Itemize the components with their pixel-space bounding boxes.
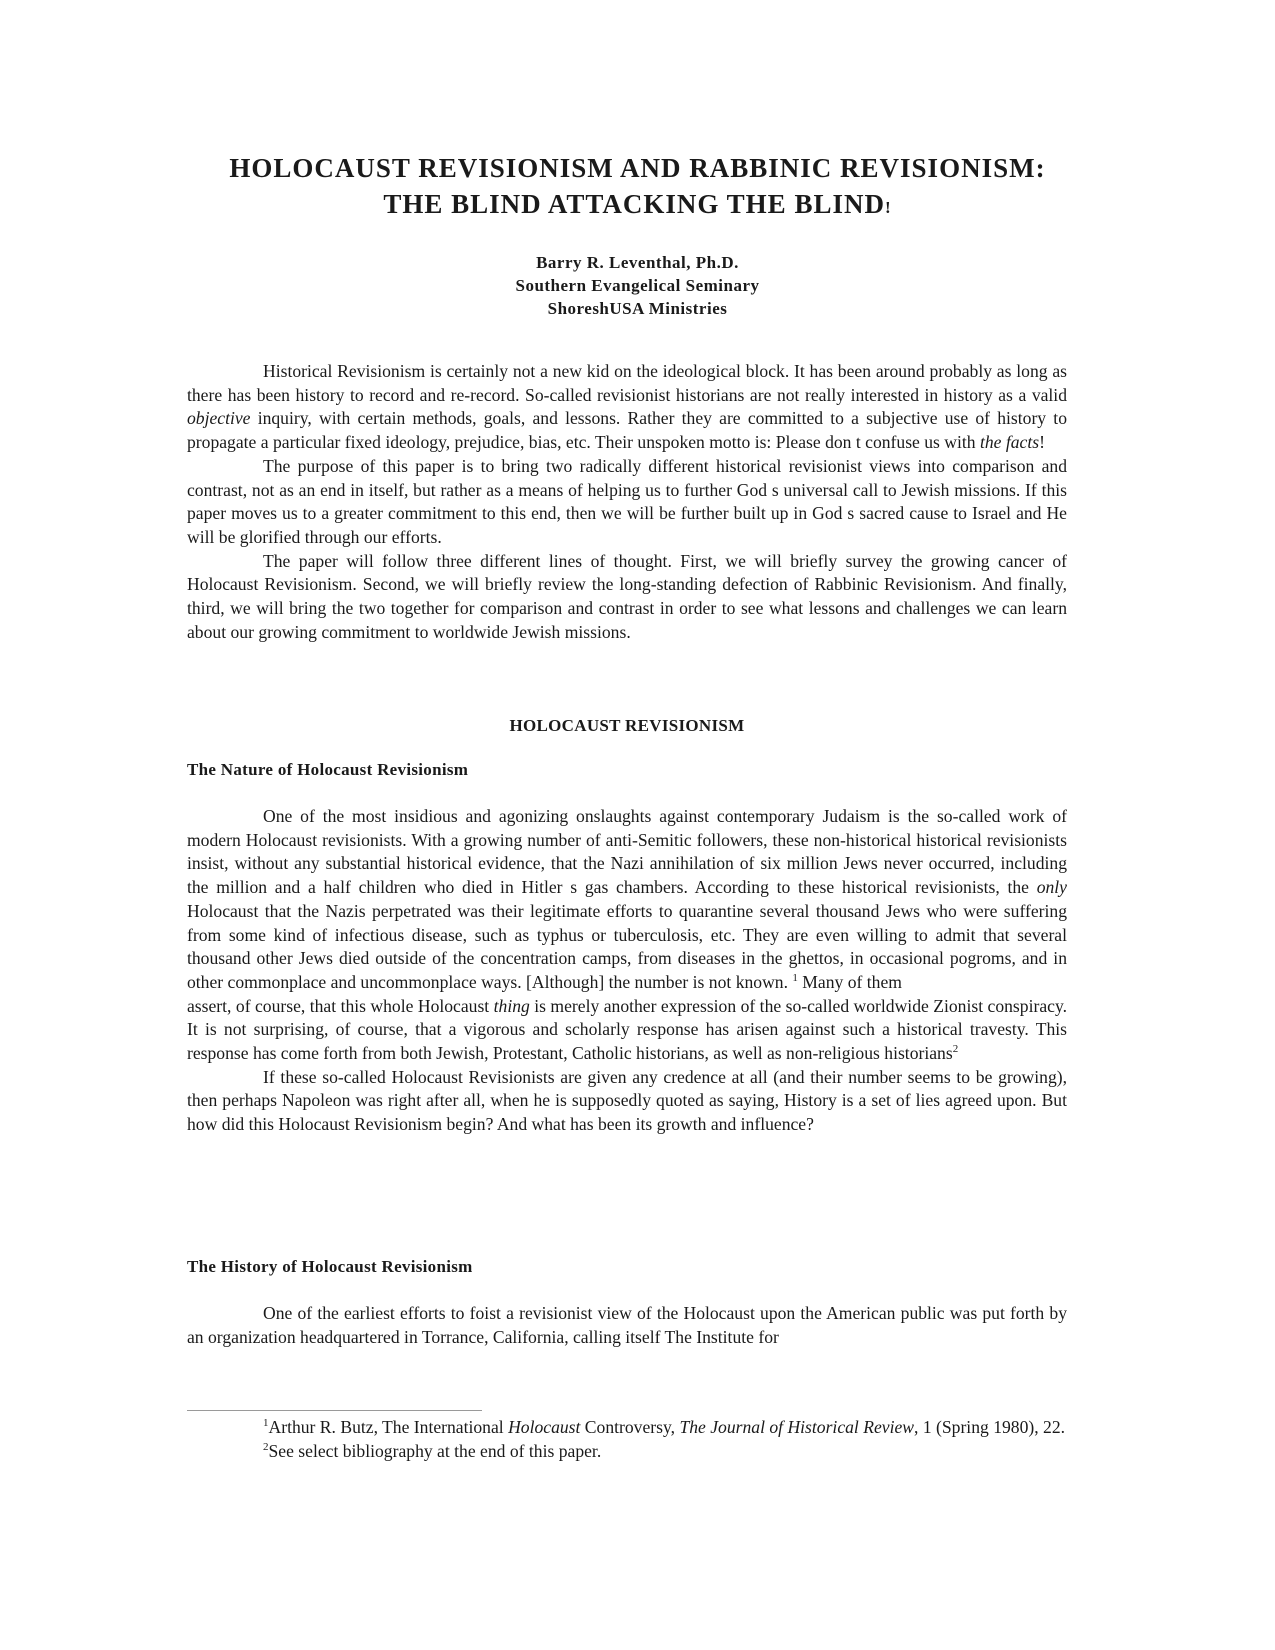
subsection-heading-nature: The Nature of Holocaust Revisionism	[187, 760, 469, 779]
title-text: THE BLIND ATTACKING THE BLIND	[383, 189, 885, 219]
footnotes	[187, 1416, 1067, 1463]
section-heading: HOLOCAUST REVISIONISM	[509, 716, 745, 735]
text-run: !	[1039, 432, 1045, 453]
author-affiliation-2: ShoreshUSA Ministries	[547, 299, 728, 318]
text-run: Holocaust that the Nazis perpetrated was their legitimate efforts to quarantine several thousand Jews who were suffering from some kind of infectious disease, such as typhus or tuberculosis, etc. They are even willing to admit that several thousand other Jews died outside of the concentration camps, from diseases in the ghettos, in occasional pogroms, and in other commonplace and uncommonplace ways. [Although] the number is not known.	[187, 900, 1067, 992]
subsection-heading-history: The History of Holocaust Revisionism	[187, 1257, 473, 1276]
intro-paragraph-3: The paper will follow three different lines of thought. First, we will briefly survey the growing cancer of Holocaust Revisionism. Second, we will briefly review the long-standing defection of Rabbinic Revisionism. And finally, third, we will bring the two together for comparison and contrast in order to see what lessons and challenges we can learn about our growing commitment to worldwide Jewish missions.	[187, 550, 1067, 642]
nature-paragraph-1	[187, 805, 1067, 995]
text-run: inquiry, with certain methods, goals, and lessons. Rather they are committed to a subjective use of history to propagate a particular fixed ideology, prejudice, bias, etc. Their unspoken motto is: Please don t confuse us with	[187, 408, 1067, 453]
author-affiliation-1: Southern Evangelical Seminary	[515, 276, 760, 295]
introduction	[187, 360, 1067, 644]
emphasis: thing	[493, 995, 530, 1016]
paper-title-line-2: THE BLIND ATTACKING THE BLIND!	[383, 189, 892, 219]
footnote-divider	[187, 1410, 482, 1411]
nature-paragraph-2	[187, 995, 1067, 1066]
emphasis: only	[1036, 877, 1067, 898]
history-section	[187, 1302, 1067, 1349]
text-run: See select bibliography at the end of this paper.	[268, 1440, 602, 1461]
text-run: Arthur R. Butz, The International	[268, 1417, 509, 1437]
intro-paragraph-2: The purpose of this paper is to bring two radically different historical revisionist views into comparison and contrast, not as an end in itself, but rather as a means of helping us to further God s universal call to Jewish missions. If this paper moves us to a greater commitment to this end, then we will be further built up in God s sacred cause to Israel and He will be glorified through our efforts.	[187, 455, 1067, 547]
text-run: is merely another expression of the so-called worldwide Zionist conspiracy. It is not surprising, of course, that a vigorous and scholarly response has arisen against such a historical travesty. This response has come forth from both Jewish, Protestant, Catholic historians, as well as non-religious historians	[187, 995, 1067, 1064]
footnote-ref-2[interactable]: 2	[952, 1043, 959, 1056]
history-paragraph-1: One of the earliest efforts to foist a revisionist view of the Holocaust upon the American public was put forth by an organization headquartered in Torrance, California, calling itself The Institute for	[187, 1303, 1067, 1347]
text-run: , 1 (Spring 1980), 22.	[914, 1417, 1066, 1437]
text-run: Many of them	[797, 971, 902, 992]
text-run: assert, of course, that this whole Holocaust	[187, 995, 494, 1016]
text-run: One of the most insidious and agonizing onslaughts against contemporary Judaism is the so-called work of modern Holocaust revisionists. With a growing number of anti-Semitic followers, these non-historical historical revisionists insist, without any substantial historical evidence, that the Nazi annihilation of six million Jews never occurred, including the million and a half children who died in Hitler s gas chambers. According to these historical revisionists, the	[187, 806, 1067, 898]
paper-title-line-1: HOLOCAUST REVISIONISM AND RABBINIC REVISIONISM:	[229, 153, 1046, 183]
nature-paragraph-3: If these so-called Holocaust Revisionists are given any credence at all (and their number seems to be growing), then perhaps Napoleon was right after all, when he is supposedly quoted as saying, History is a set of lies agreed upon. But how did this Holocaust Revisionism begin? And what has been its growth and influence?	[187, 1066, 1067, 1135]
footnote-1	[187, 1416, 1067, 1440]
footnote-2	[187, 1440, 1067, 1464]
footnote-mark: 2	[263, 1440, 269, 1453]
text-run: Controversy,	[580, 1417, 680, 1437]
author-name: Barry R. Leventhal, Ph.D.	[536, 253, 739, 272]
nature-section	[187, 805, 1067, 1137]
emphasis: the facts	[979, 432, 1040, 453]
text-run: Historical Revisionism is certainly not a new kid on the ideological block. It has been around probably as long as there has been history to record and re-record. So-called revisionist historians are not really interested in history as a valid	[187, 361, 1067, 405]
footnote-ref-1[interactable]: 1	[792, 972, 798, 985]
emphasis: The Journal of Historical Review	[679, 1417, 915, 1437]
footnote-mark: 1	[263, 1417, 269, 1430]
emphasis: Holocaust	[508, 1417, 581, 1437]
emphasis: objective	[187, 408, 251, 429]
intro-paragraph-1	[187, 360, 1067, 455]
